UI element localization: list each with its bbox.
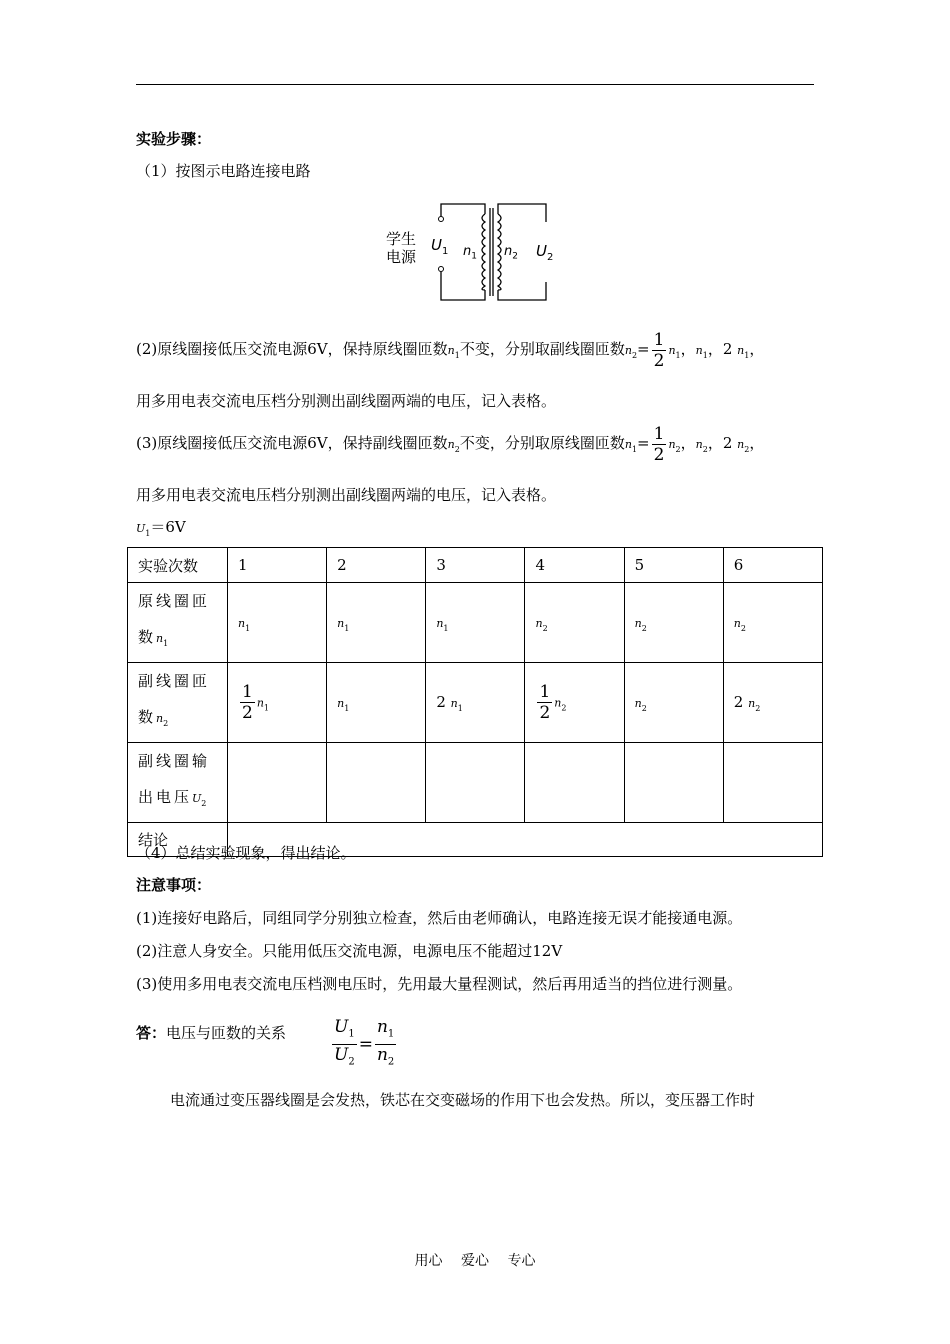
note-2: (2)注意人身安全。只能用低压交流电源，电源电压不能超过12V xyxy=(136,942,563,960)
primary-bottom-wire xyxy=(441,272,485,300)
answer-text: 电压与匝数的关系 xyxy=(166,1024,287,1042)
table-cell xyxy=(228,743,327,823)
table-col-4: 4 xyxy=(525,548,624,583)
table-col-2: 2 xyxy=(327,548,426,583)
u1-label: $U_1$ xyxy=(431,236,449,257)
n1-label: $n_1$ xyxy=(463,244,477,262)
u2-label: $U_2$ xyxy=(536,242,554,263)
voltage-turns-formula: $\frac{U_1}{U_2}$ = $\frac{n_1}{n_2}$ xyxy=(330,1017,398,1073)
table-cell: $n_2$ xyxy=(624,583,723,663)
u1-value: $U_1=6V$ xyxy=(136,518,186,538)
table-cell xyxy=(723,743,822,823)
table-row xyxy=(128,743,823,823)
n2-label: $n_2$ xyxy=(504,244,518,262)
table-cell: $n_1$ xyxy=(327,583,426,663)
row-output-label: 副线圈输 出电压$U_2$ xyxy=(128,743,228,823)
steps-heading: 实验步骤： xyxy=(136,130,212,148)
terminal-left-bottom xyxy=(439,267,444,272)
table-col-3: 3 xyxy=(426,548,525,583)
table-cell: $n_2$ xyxy=(723,583,822,663)
note-3: (3)使用多用电表交流电压档测电压时，先用最大量程测试，然后再用适当的挡位进行测量。 xyxy=(136,975,743,993)
table-cell: $n_2$ xyxy=(525,583,624,663)
primary-top-wire xyxy=(441,204,485,216)
secondary-coil xyxy=(498,214,501,290)
row-conclusion-label: 结论 xyxy=(128,823,228,857)
step-4: （4）总结实验现象，得出结论。 xyxy=(136,844,356,862)
power-source-label: 学生 电源 xyxy=(386,230,417,266)
fraction-half: $\frac{1}{2}$ xyxy=(539,682,551,723)
page-footer: 用心 爱心 专心 xyxy=(414,1253,536,1269)
table-cell: $\frac{1}{2}$ $n_2$ xyxy=(525,663,624,743)
header-rule xyxy=(136,84,814,85)
table-col-5: 5 xyxy=(624,548,723,583)
table-row xyxy=(128,583,823,663)
table-cell: $n_1$ xyxy=(327,663,426,743)
answer-line xyxy=(136,1022,286,1043)
table-header-label: 实验次数 xyxy=(128,548,228,583)
row-primary-label: 原线圈匝 数$n_1$ xyxy=(128,583,228,663)
table-row xyxy=(128,663,823,743)
secondary-top-wire xyxy=(498,204,546,222)
secondary-bottom-wire xyxy=(498,282,546,300)
table-cell xyxy=(327,743,426,823)
answer-label: 答： xyxy=(136,1024,167,1042)
step-2-line-2: 用多用电表交流电压档分别测出副线圈两端的电压，记入表格。 xyxy=(136,392,557,410)
table-cell xyxy=(624,743,723,823)
step-2-line-1: (2)原线圈接低压交流电源6V，保持原线圈匝数$n_1$不变，分别取副线圈匝数$n_2=$ $\frac{1}{2}$ $n_1$，$n_1$，2 $n_1$， xyxy=(136,329,765,371)
table-cell: $n_1$ xyxy=(228,583,327,663)
table-cell: $\frac{1}{2}$ $n_1$ xyxy=(228,663,327,743)
notes-heading: 注意事项： xyxy=(136,876,212,894)
table-cell: $n_1$ xyxy=(426,583,525,663)
fraction-half: $\frac{1}{2}$ xyxy=(242,682,253,723)
step-3-line-2: 用多用电表交流电压档分别测出副线圈两端的电压，记入表格。 xyxy=(136,486,557,504)
note-1: (1)连接好电路后，同组同学分别独立检查，然后由老师确认，电路连接无误才能接通电源。 xyxy=(136,909,743,927)
terminal-left-top xyxy=(439,217,444,222)
step-1: （1）按图示电路连接电路 xyxy=(136,162,311,180)
fraction-turns: $\frac{n_1}{n_2}$ xyxy=(376,1017,395,1068)
step-3-line-1: (3)原线圈接低压交流电源6V，保持副线圈匝数$n_2$不变，分别取原线圈匝数$n_1=$ $\frac{1}{2}$ $n_2$，$n_2$，2 $n_2$， xyxy=(136,423,765,465)
table-cell: $n_2$ xyxy=(624,663,723,743)
table-row xyxy=(128,548,823,583)
circuit-diagram xyxy=(380,196,580,308)
fraction-voltage: $\frac{U_1}{U_2}$ xyxy=(334,1017,355,1068)
primary-coil xyxy=(482,214,485,290)
table-cell xyxy=(426,743,525,823)
table-col-6: 6 xyxy=(723,548,822,583)
fraction-half: $\frac{1}{2}$ xyxy=(653,329,665,371)
fraction-half: $\frac{1}{2}$ xyxy=(653,423,665,465)
paragraph: 电流通过变压器线圈是会发热，铁芯在交变磁场的作用下也会发热。所以，变压器工作时 xyxy=(170,1091,756,1109)
table-col-1: 1 xyxy=(228,548,327,583)
row-secondary-label: 副线圈匝 数$n_2$ xyxy=(128,663,228,743)
table-cell xyxy=(525,743,624,823)
experiment-table xyxy=(127,547,823,857)
table-cell: 2 $n_1$ xyxy=(426,663,525,743)
table-cell: 2 $n_2$ xyxy=(723,663,822,743)
